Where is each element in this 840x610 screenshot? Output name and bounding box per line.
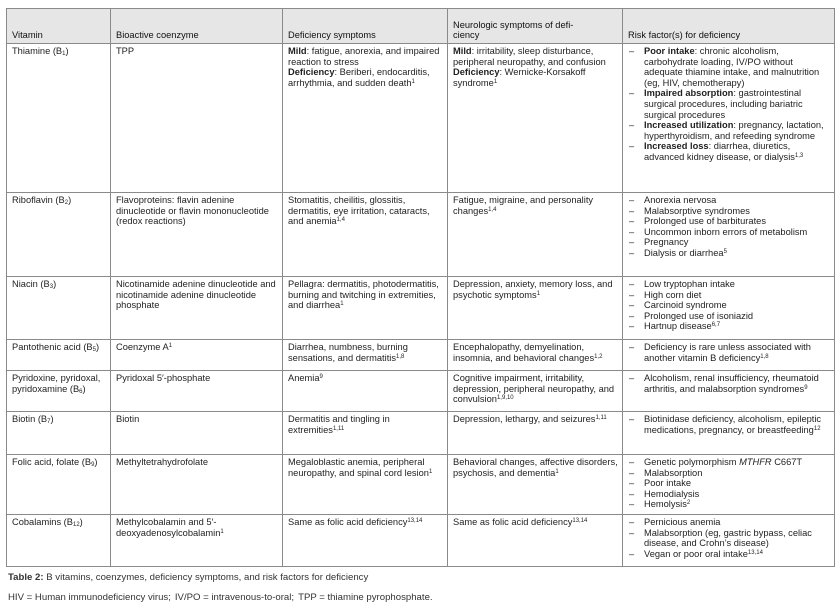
risk-cell (623, 455, 835, 515)
mild-text: : irritability, sleep disturbance, peripheral neuropathy, and confusion (453, 46, 606, 67)
list-item (628, 88, 830, 120)
table-row (7, 277, 835, 340)
vitamin-close: ) (82, 383, 86, 394)
coenzyme-cell: Pyridoxal 5′-phosphate (111, 371, 283, 412)
risk-text: : chronic alcoholism, carbohydrate loading, IV/PO without adequate thiamine intake, and malnutrition (eg, HIV, chemotherapy) (644, 46, 820, 88)
neuro-cell (448, 412, 623, 455)
vitamin-cell (7, 515, 111, 567)
risk-text: Alcoholism, renal insufficiency, rheumatoid arthritis, and malabsorption syndromes (644, 373, 819, 394)
coenzyme-text: Methylcobalamin and 5′-deoxyadenosylcobalamin (116, 517, 221, 538)
vitamin-name: Cobalamins (B (12, 517, 73, 527)
list-item: – Carcinoid syndrome (628, 300, 830, 311)
coenzyme-cell: Biotin (111, 412, 283, 455)
vitamin-cell (7, 371, 111, 412)
reference: 1 (428, 468, 433, 475)
list-item: – Anorexia nervosa (628, 195, 830, 206)
neuro-cell (448, 455, 623, 515)
risk-cell (623, 340, 835, 371)
list-item: – Malabsorption (eg, gastric bypass, celiac disease, and Crohn’s disease) (628, 528, 830, 549)
list-item (628, 248, 830, 259)
reference: 1,8 (760, 353, 769, 360)
reference: 13,14 (407, 518, 423, 524)
deficiency-cell (283, 193, 448, 277)
list-item (628, 414, 830, 435)
coenzyme-cell: Flavoproteins: flavin adenine dinucleotide or flavin mononucleotide (redox reactions) (111, 193, 283, 277)
list-item (628, 499, 830, 510)
vitamin-close: ) (50, 414, 54, 424)
neuro-cell (448, 340, 623, 371)
abbreviation-hiv: HIV = Human immunodeficiency virus; (8, 592, 171, 603)
deficiency-label: Deficiency (288, 67, 335, 78)
reference: 1 (220, 528, 224, 535)
vitamin-subscript: 9 (91, 462, 95, 468)
deficiency-cell (283, 277, 448, 340)
risk-text: : pregnancy, lactation, hyperthyroidism, and refeeding syndrome (644, 120, 824, 141)
abbreviation-tpp: TPP = thiamine pyrophosphate. (298, 592, 433, 603)
vitamin-close: ) (65, 46, 69, 56)
list-item: – Low tryptophan intake (628, 279, 830, 290)
deficiency-text: Same as folic acid deficiency (288, 517, 408, 527)
deficiency-label: Deficiency (453, 67, 500, 78)
risk-text: Biotinidase deficiency, alcoholism, epileptic medications, pregnancy, or breastfeeding (644, 414, 822, 435)
risk-text: Dialysis or diarrhea (644, 247, 724, 258)
risk-list (628, 46, 830, 163)
vitamin-name: Folic acid, folate (B (12, 457, 92, 467)
reference: 13,14 (572, 518, 588, 524)
list-item: – Malabsorption (628, 468, 830, 479)
list-item: – High corn diet (628, 290, 830, 301)
vitamin-cell (7, 412, 111, 455)
risk-label: Poor intake (644, 46, 695, 56)
reference: 12 (813, 425, 821, 432)
reference: 1 (340, 301, 344, 308)
neuro-text: Depression, lethargy, and seizures (453, 414, 596, 424)
list-item: – Hemodialysis (628, 489, 830, 500)
vitamin-subscript: 2 (64, 200, 69, 206)
risk-text: : diarrhea, diuretics, advanced kidney disease, or dialysis (644, 141, 795, 162)
header-vitamin: Vitamin (7, 9, 111, 44)
list-item (628, 46, 830, 88)
vitamin-name: Biotin (B (12, 414, 48, 424)
vitamin-subscript: 1 (62, 51, 66, 57)
reference: 5 (723, 248, 727, 255)
vitamin-name: Thiamine (B (12, 46, 63, 56)
reference: 9 (804, 384, 808, 391)
deficiency-cell (283, 412, 448, 455)
vitamin-cell (7, 44, 111, 193)
risk-cell (623, 277, 835, 340)
reference: 1 (555, 468, 559, 475)
coenzyme-cell: Nicotinamide adenine dinucleotide and nicotinamide adenine dinucleotide phosphate (111, 277, 283, 340)
list-item (628, 373, 830, 394)
reference: 1,9,10 (496, 395, 514, 402)
mild-text: : fatigue, anorexia, and impaired reaction to stress (288, 46, 440, 67)
table-row (7, 515, 835, 567)
list-item (628, 120, 830, 141)
deficiency-text: Diarrhea, numbness, burning sensations, and dermatitis (288, 342, 408, 363)
deficiency-text: Dermatitis and tingling in extremities (288, 414, 390, 435)
risk-list (628, 373, 830, 394)
reference: 1,4 (488, 206, 497, 213)
risk-cell (623, 515, 835, 567)
vitamin-close: ) (79, 517, 83, 527)
list-item: – Prolonged use of barbiturates (628, 216, 830, 227)
risk-label: Impaired absorption (644, 88, 734, 99)
vitamin-cell (7, 340, 111, 371)
reference: 1 (493, 78, 498, 85)
header-deficiency: Deficiency symptoms (283, 9, 448, 44)
deficiency-cell (283, 340, 448, 371)
table-row (7, 371, 835, 412)
abbreviation-ivpo: IV/PO = intravenous-to-oral; (174, 592, 295, 603)
risk-text: : gastrointestinal surgical procedures, including bariatric surgical procedures (644, 88, 803, 120)
list-item: – Malabsorptive syndromes (628, 206, 830, 217)
risk-text: Vegan or poor oral intake (644, 548, 748, 559)
header-risk: Risk factor(s) for deficiency (623, 9, 835, 44)
vitamin-name: Riboflavin (B (12, 195, 65, 205)
list-item (628, 549, 830, 560)
deficiency-text: Anemia (288, 373, 320, 383)
vitamin-table (6, 8, 835, 567)
table-row (7, 193, 835, 277)
risk-label: Increased loss (644, 141, 709, 152)
reference: 1 (411, 78, 415, 85)
table-row (7, 455, 835, 515)
vitamin-subscript: 6 (79, 388, 83, 395)
list-item (628, 321, 830, 332)
table-row (7, 412, 835, 455)
list-item (628, 141, 830, 162)
neuro-cell (448, 44, 623, 193)
caption-label: Table 2: (8, 572, 44, 583)
risk-cell (623, 371, 835, 412)
vitamin-name: Pyridoxine, pyridoxal, pyridoxamine (B (12, 373, 101, 394)
header-neuro (448, 9, 623, 44)
abbreviations (8, 592, 433, 603)
mild-label: Mild (288, 46, 307, 56)
coenzyme-text: Coenzyme A (116, 342, 169, 352)
risk-text: Hemolysis (644, 499, 687, 510)
risk-cell (623, 193, 835, 277)
deficiency-cell (283, 455, 448, 515)
vitamin-cell (7, 455, 111, 515)
deficiency-text: Megaloblastic anemia, peripheral neuropathy, and spinal cord lesion (288, 457, 429, 478)
deficiency-text: Pellagra: dermatitis, photodermatitis, burning and twitching in extremities, and diarrhea (288, 279, 439, 311)
vitamin-name: Pantothenic acid (B (12, 342, 93, 352)
risk-list (628, 457, 830, 510)
risk-list (628, 279, 830, 332)
list-item: – Pregnancy (628, 237, 830, 248)
header-neuro-line2: ciency (453, 30, 480, 41)
vitamin-cell (7, 193, 111, 277)
risk-label: Increased utilization (644, 120, 734, 131)
reference: 1,2 (594, 353, 603, 360)
reference: 1,11 (332, 425, 345, 432)
caption-text: B vitamins, coenzymes, deficiency symptoms, and risk factors for deficiency (43, 572, 369, 583)
vitamin-subscript: 5 (92, 347, 96, 353)
risk-list (628, 517, 830, 559)
deficiency-text: : Wernicke-Korsakoff syndrome (453, 67, 586, 88)
table-caption (8, 572, 368, 583)
risk-text: Deficiency is rare unless associated with another vitamin B deficiency (644, 342, 811, 363)
risk-cell (623, 412, 835, 455)
deficiency-text: Stomatitis, cheilitis, glossitis, dermatitis, eye irritation, cataracts, and anemia (288, 195, 430, 227)
reference: 1,4 (336, 217, 345, 224)
reference: 1,3 (794, 152, 804, 159)
list-item: – Prolonged use of isoniazid (628, 311, 830, 322)
deficiency-cell (283, 44, 448, 193)
vitamin-name: Niacin (B (12, 279, 50, 289)
list-item (628, 342, 830, 363)
coenzyme-cell (111, 340, 283, 371)
vitamin-subscript: 12 (72, 522, 80, 528)
risk-list (628, 342, 830, 363)
risk-list (628, 414, 830, 435)
vitamin-close: ) (95, 342, 100, 352)
reference: 1 (168, 343, 173, 349)
reference: 2 (686, 500, 691, 507)
neuro-text: Fatigue, migraine, and personality changes (453, 195, 594, 216)
header-coenzyme: Bioactive coenzyme (111, 9, 283, 44)
coenzyme-cell: TPP (111, 44, 283, 193)
neuro-text: Same as folic acid deficiency (453, 517, 573, 527)
vitamin-subscript: 7 (47, 419, 51, 425)
risk-list (628, 195, 830, 259)
neuro-cell (448, 371, 623, 412)
risk-cell (623, 44, 835, 193)
list-item: – Uncommon inborn errors of metabolism (628, 227, 830, 238)
deficiency-cell (283, 515, 448, 567)
coenzyme-cell (111, 515, 283, 567)
table-header-row (7, 9, 835, 44)
table-row (7, 44, 835, 193)
list-item: – Pernicious anemia (628, 517, 830, 528)
deficiency-cell (283, 371, 448, 412)
reference: 1,11 (595, 415, 607, 421)
risk-text: C667T (771, 457, 803, 467)
vitamin-close: ) (94, 457, 98, 467)
vitamin-subscript: 3 (49, 284, 54, 290)
table-row (7, 340, 835, 371)
header-neuro-line1: Neurologic symptoms of defi- (453, 19, 574, 30)
neuro-text: Cognitive impairment, irritability, depression, peripheral neuropathy, and convulsion (453, 373, 615, 405)
coenzyme-cell: Methyltetrahydrofolate (111, 455, 283, 515)
neuro-cell (448, 515, 623, 567)
vitamin-close: ) (53, 279, 57, 289)
reference: 6,7 (711, 322, 721, 329)
neuro-cell (448, 193, 623, 277)
reference: 1 (536, 290, 541, 297)
deficiency-text: : Beriberi, endocarditis, arrhythmia, and sudden death (288, 67, 430, 88)
risk-text: Hartnup disease (644, 321, 712, 332)
neuro-text: Encephalopathy, demyelination, insomnia, and behavioral changes (453, 342, 595, 363)
list-item: – Poor intake (628, 478, 830, 489)
neuro-cell (448, 277, 623, 340)
reference: 13,14 (747, 549, 763, 556)
mild-label: Mild (453, 46, 472, 56)
reference: 1,8 (396, 353, 405, 360)
risk-text: Genetic polymorphism (644, 457, 740, 467)
vitamin-cell (7, 277, 111, 340)
neuro-text: Depression, anxiety, memory loss, and psychotic symptoms (453, 279, 613, 300)
gene-name: MTHFR (739, 457, 772, 467)
reference: 9 (319, 374, 323, 380)
list-item (628, 457, 830, 468)
neuro-text: Behavioral changes, affective disorders, psychosis, and dementia (453, 457, 618, 478)
vitamin-close: ) (68, 195, 72, 205)
